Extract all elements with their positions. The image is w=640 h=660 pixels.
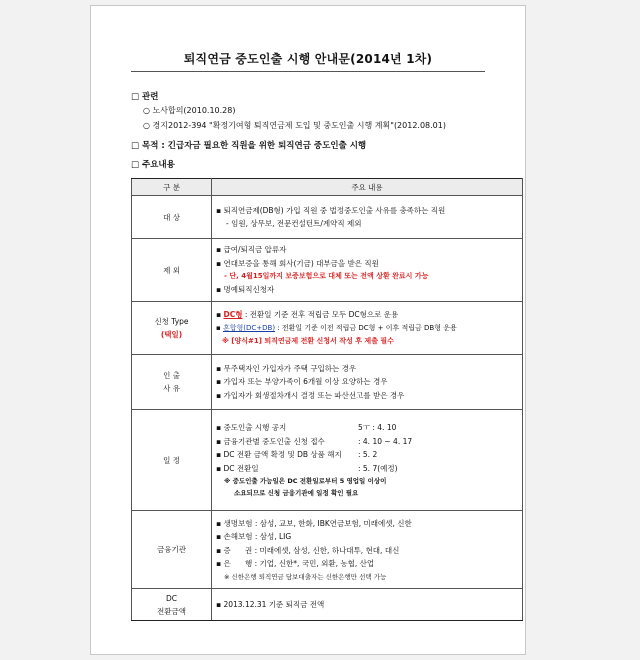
- page-title: 퇴직연금 중도인출 시행 안내문(2014년 1차): [183, 52, 433, 66]
- table-row: [132, 196, 523, 239]
- table-row: [132, 511, 523, 589]
- table-row: [132, 239, 523, 302]
- reason-line: ▪ 가입자가 회생절차개시 결정 또는 파산선고를 받은 경우: [216, 390, 405, 400]
- target-line: ▪ 퇴직연금제(DB형) 가입 직원 중 법정중도인출 사유를 충족하는 직원: [216, 205, 446, 215]
- schedule-note-2: 소요되므로 신청 금융기관에 일정 확인 필요: [234, 489, 359, 497]
- table-header-row: [132, 179, 523, 196]
- institution-line: ▪ 생명보험 : 삼성, 교보, 한화, IBK연금보험, 미래에셋, 신한: [216, 518, 412, 528]
- institution-line: ▪ 증 권 : 미래에셋, 삼성, 신한, 하나대투, 현대, 대신: [216, 545, 400, 555]
- row-label-amount: DC: [165, 593, 177, 603]
- title-divider: [131, 71, 485, 72]
- section-purpose: □ 목적 : 긴급자금 필요한 직원을 위한 퇴직연금 중도인출 시행: [131, 141, 367, 151]
- dc-type-desc: : 전환일 기준 전후 적립금 모두 DC형으로 운용: [242, 310, 399, 319]
- row-label-target: 대 상: [132, 196, 212, 239]
- type-dc-line: ▪ DC형 : 전환일 기준 전후 적립금 모두 DC형으로 운용: [216, 310, 399, 319]
- institution-line: ▪ 손해보험 : 삼성, LIG: [216, 532, 292, 541]
- schedule-item: ▪ 중도인출 시행 공지 5ㅜ : 4. 10: [216, 423, 397, 432]
- header-category: 구 분: [132, 179, 212, 196]
- header-content: 주요 내용: [212, 179, 523, 196]
- target-exclusion-line: - 임원, 상무보, 전문컨설턴트/계약직 제외: [226, 219, 362, 228]
- row-label-exclusion: 제 외: [132, 239, 212, 302]
- schedule-item: ▪ DC 전환 금액 확정 및 DB 상품 해지 : 5. 2: [216, 450, 378, 459]
- amount-line: ▪ 2013.12.31 기준 퇴직금 전액: [216, 599, 325, 609]
- exclusion-line: ▪ 연대보증을 통해 회사(기금) 대부금을 받은 직원: [216, 258, 379, 268]
- dc-type-mark: DC형: [223, 310, 243, 319]
- main-content-table: [131, 178, 523, 621]
- schedule-item: ▪ 금융기관별 중도인출 신청 접수 : 4. 10 ~ 4. 17: [216, 436, 413, 446]
- related-item: ○ 경지2012-394 "확정기여형 퇴직연금제 도입 및 중도인출 시행 계획"(2012.08.01): [143, 121, 446, 130]
- section-main: □ 주요내용: [131, 160, 175, 170]
- institution-note: ※ 신한은행 퇴직연금 담보대출자는 신한은행만 선택 가능: [224, 572, 387, 581]
- table-row: [132, 355, 523, 410]
- schedule-item: ▪ DC 전환일 : 5. 7(예정): [216, 463, 398, 473]
- row-label-reason: 인 출: [163, 371, 180, 380]
- related-item: ○ 노사합의(2010.10.28): [143, 106, 236, 115]
- row-label-institutions: 금융기관: [132, 511, 212, 589]
- row-label-reason-2: 사 유: [163, 384, 180, 393]
- mix-type-mark: 혼합형(DC+DB): [222, 323, 276, 332]
- document-page: [90, 5, 526, 655]
- mix-type-desc: : 전환일 기준 이전 적립금 DC형 + 이후 적립금 DB형 운용: [275, 323, 457, 332]
- table-row: [132, 410, 523, 511]
- institution-line: ▪ 은 행 : 기업, 신한*, 국민, 외환, 농협, 산업: [216, 559, 375, 568]
- row-label-amount-2: 전환금액: [157, 606, 186, 616]
- exclusion-line: ▪ 명예퇴직신청자: [216, 285, 275, 295]
- table-row: [132, 302, 523, 355]
- section-related: □ 관련: [131, 92, 159, 102]
- row-label-schedule: 일 정: [132, 410, 212, 511]
- row-label-type: 신청 Type: [154, 317, 189, 326]
- row-label-type-choice: (택일): [160, 330, 183, 339]
- type-red-note: ※ [양식#1] 퇴직연금제 전환 신청서 작성 후 제출 필수: [222, 337, 394, 345]
- schedule-note: ※ 중도인출 가능일은 DC 전환일로부터 5 영업일 이상이: [224, 477, 387, 485]
- reason-line: ▪ 가입자 또는 부양가족이 6개월 이상 요양하는 경우: [216, 377, 388, 387]
- exclusion-red-note: - 단, 4월15일까지 보증보험으로 대체 또는 전액 상환 완료시 가능: [224, 272, 429, 281]
- type-mix-line: ▪ 혼합형(DC+DB) : 전환일 기준 이전 적립금 DC형 + 이후 적립금 DB형 운용: [216, 323, 457, 332]
- reason-line: ▪ 무주택자인 가입자가 주택 구입하는 경우: [216, 363, 357, 373]
- table-row: [132, 589, 523, 621]
- exclusion-line: ▪ 급여/퇴직금 압류자: [216, 245, 287, 255]
